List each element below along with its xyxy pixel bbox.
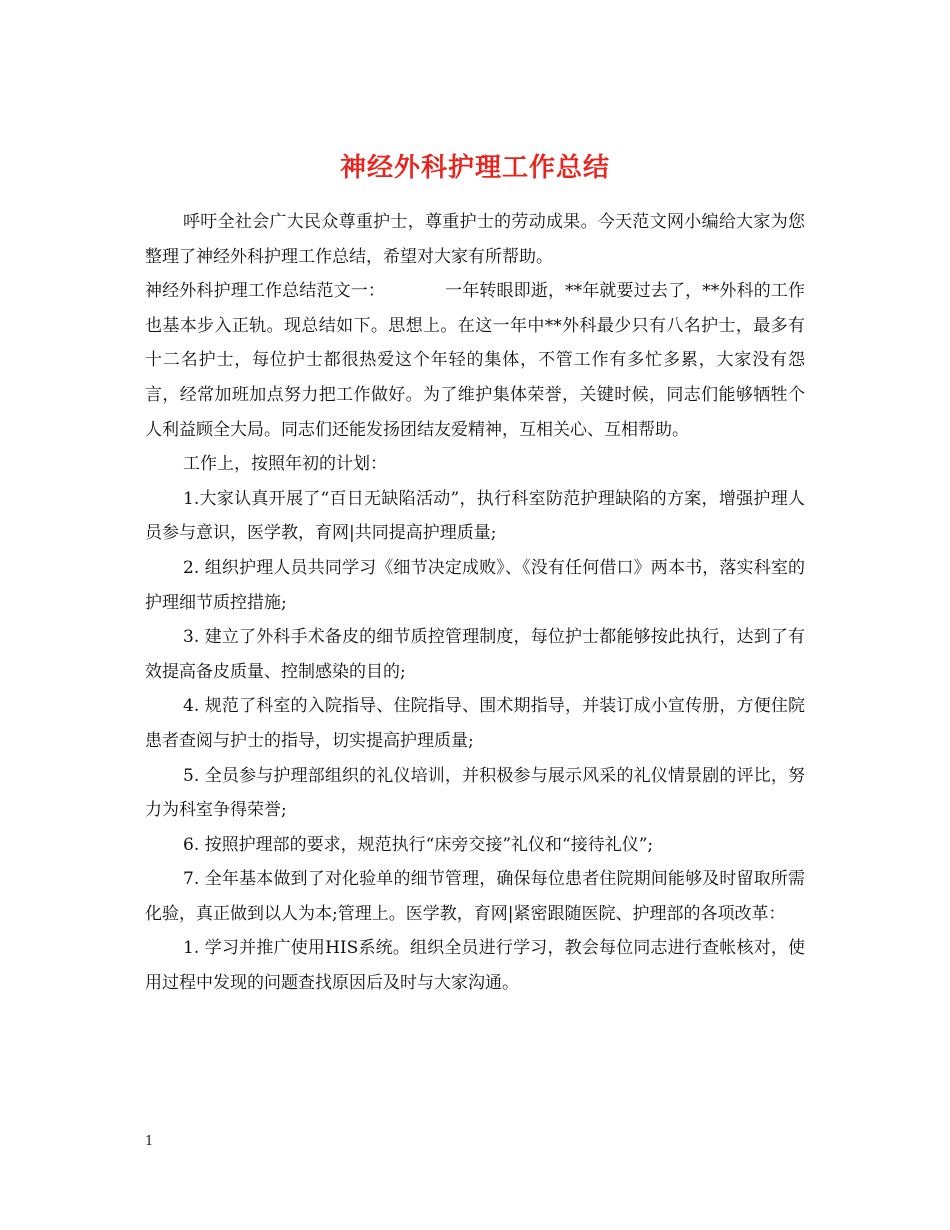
paragraph-management-item-1: 1. 学习并推广使用HIS系统。组织全员进行学习，教会每位同志进行查帐核对，使用过程中发现的问题查找原因后及时与大家沟通。: [145, 938, 805, 994]
page-number: 1: [145, 1134, 154, 1149]
paragraph-item-6: 6. 按照护理部的要求，规范执行“床旁交接”礼仪和“接待礼仪”;: [183, 834, 654, 855]
paragraph-intro: 呼吁全社会广大民众尊重护士，尊重护士的劳动成果。今天范文网小编给大家为您整理了神经外科护理工作总结，希望对大家有所帮助。: [145, 212, 805, 267]
document-title: 神经外科护理工作总结: [339, 153, 610, 184]
paragraph-sample-one: 神经外科护理工作总结范文一： 一年转眼即逝，**年就要过去了，**外科的工作也基本步入正轨。现总结如下。思想上。在这一年中**外科最少只有八名护士，最多有十二名护士，每位护士都很热爱这个年轻的集体，不管工作有多忙多累，大家没有怨言，经常加班加点努力把工作做好。为了维护集体荣誉，关键时候，同志们能够牺牲个人利益顾全大局。同志们还能发扬团结友爱精神，互相关心、互相帮助。: [145, 281, 805, 440]
paragraph-work-heading: 工作上，按照年初的计划：: [183, 454, 387, 475]
document-body: [145, 205, 805, 1001]
paragraph-item-1: 1.大家认真开展了“百日无缺陷活动”，执行科室防范护理缺陷的方案，增强护理人员参与意识，医学教，育网|共同提高护理质量;: [145, 488, 805, 544]
paragraph-item-4: 4. 规范了科室的入院指导、住院指导、围术期指导，并装订成小宣传册，方便住院患者查阅与护士的指导，切实提高护理质量;: [145, 696, 805, 751]
paragraph-item-2: 2. 组织护理人员共同学习《细节决定成败》、《没有任何借口》两本书，落实科室的护理细节质控措施;: [145, 557, 805, 613]
paragraph-item-5: 5. 全员参与护理部组织的礼仪培训，并积极参与展示风采的礼仪情景剧的评比，努力为科室争得荣誉;: [145, 765, 805, 821]
paragraph-item-3: 3. 建立了外科手术备皮的细节质控管理制度，每位护士都能够按此执行，达到了有效提高备皮质量、控制感染的目的;: [145, 627, 805, 682]
paragraph-item-7: 7. 全年基本做到了对化验单的细节管理，确保每位患者住院期间能够及时留取所需化验，真正做到以人为本;管理上。医学教，育网|紧密跟随医院、护理部的各项改革：: [145, 869, 805, 924]
